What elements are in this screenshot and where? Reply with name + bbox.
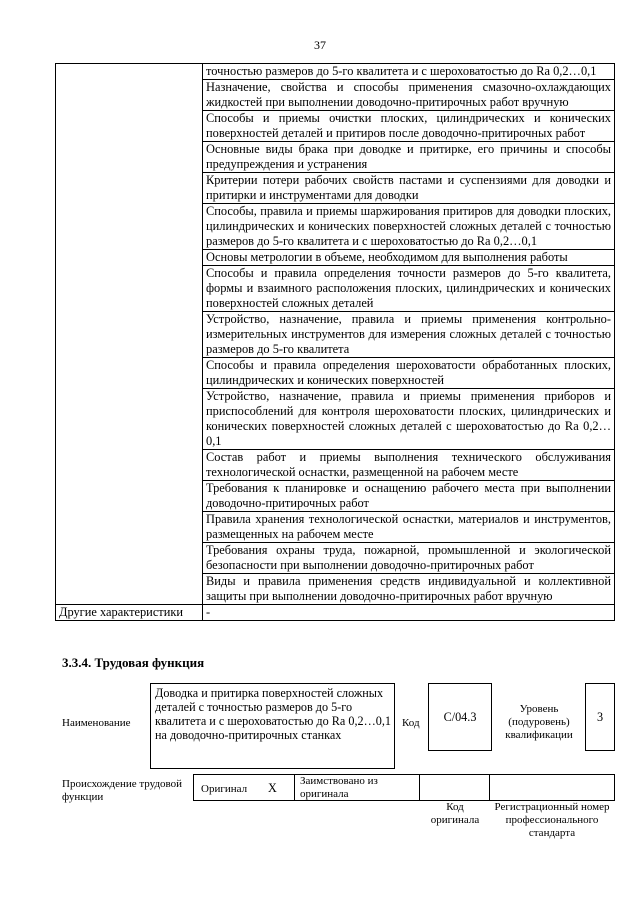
original-code-caption: Код оригинала — [430, 801, 480, 826]
code-value: С/04.3 — [443, 710, 477, 724]
table-cell: Основы метрологии в объеме, необходимом для выполнения работы — [203, 250, 615, 266]
origin-label: Происхождение трудовой функции — [62, 778, 183, 803]
original-mark: X — [268, 781, 277, 795]
registration-number-box — [489, 774, 615, 801]
section-title: 3.3.4. Трудовая функция — [62, 655, 205, 670]
registration-number-caption: Регистрационный номер профессионального стандарта — [494, 801, 610, 839]
table-cell: Виды и правила применения средств индивидуальной и коллективной защиты при выполнении доводочно-притирочных работ вручную — [203, 574, 615, 605]
table-cell: Состав работ и приемы выполнения технического обслуживания технологической оснастки, размещенной на рабочем месте — [203, 450, 615, 481]
other-characteristics-label: Другие характеристики — [56, 605, 203, 621]
knowledge-table — [55, 63, 615, 621]
original-code-box — [419, 774, 490, 801]
table-cell: Критерии потери рабочих свойств пастами и суспензиями для доводки и притирки и инструментами для доводки — [203, 173, 615, 204]
empty-label-cell — [56, 64, 203, 605]
table-cell: Способы, правила и приемы шаржирования притиров для доводки плоских, цилиндрических и конических поверхностей сложных деталей с точностью размеров до 5-го квалитета и с шероховатостью до Ra 0,2…0,1 — [203, 204, 615, 250]
level-value: 3 — [596, 710, 604, 724]
function-name-value: Доводка и притирка поверхностей сложных деталей с точностью размеров до 5-го квалитета и с шероховатостью до Ra 0,2…0,1 на доводочно-притирочных станках — [155, 686, 392, 742]
table-row — [56, 64, 615, 80]
table-cell: Правила хранения технологической оснастки, материалов и инструментов, размещенных на рабочем месте — [203, 512, 615, 543]
table-cell: Основные виды брака при доводке и притирке, его причины и способы предупреждения и устранения — [203, 142, 615, 173]
table-cell: Способы и правила определения шероховатости обработанных плоских, цилиндрических и конических поверхностей — [203, 358, 615, 389]
table-cell: Устройство, назначение, правила и приемы применения контрольно-измерительных инструментов для измерения сложных деталей с точностью размеров до 5-го квалитета — [203, 312, 615, 358]
other-characteristics-value: - — [203, 605, 615, 621]
code-label: Код — [402, 717, 420, 729]
table-cell: Требования охраны труда, пожарной, промышленной и экологической безопасности при выполнении доводочно-притирочных работ — [203, 543, 615, 574]
table-cell: точностью размеров до 5-го квалитета и с шероховатостью до Ra 0,2…0,1 — [203, 64, 615, 80]
name-label: Наименование — [62, 717, 131, 729]
table-cell: Способы и правила определения точности размеров до 5-го квалитета, формы и взаимного расположения плоских, цилиндрических и конических поверхностей сложных деталей — [203, 266, 615, 312]
table-cell: Устройство, назначение, правила и приемы применения приборов и приспособлений для контроля шероховатости плоских, цилиндрических и конических поверхностей сложных деталей с шероховатостью до Ra 0,2…0,1 — [203, 389, 615, 450]
table-row — [56, 605, 615, 621]
original-label: Оригинал — [201, 783, 248, 795]
borrowed-label: Заимствовано из оригинала — [300, 775, 378, 800]
table-cell: Способы и приемы очистки плоских, цилиндрических и конических поверхностей деталей и притиров после доводочно-притирочных работ — [203, 111, 615, 142]
table-cell: Назначение, свойства и способы применения смазочно-охлаждающих жидкостей при выполнении доводочно-притирочных работ вручную — [203, 80, 615, 111]
table-cell: Требования к планировке и оснащению рабочего места при выполнении доводочно-притирочных работ — [203, 481, 615, 512]
page-number: 37 — [314, 38, 326, 52]
level-label: Уровень (подуровень) квалификации — [505, 703, 573, 741]
